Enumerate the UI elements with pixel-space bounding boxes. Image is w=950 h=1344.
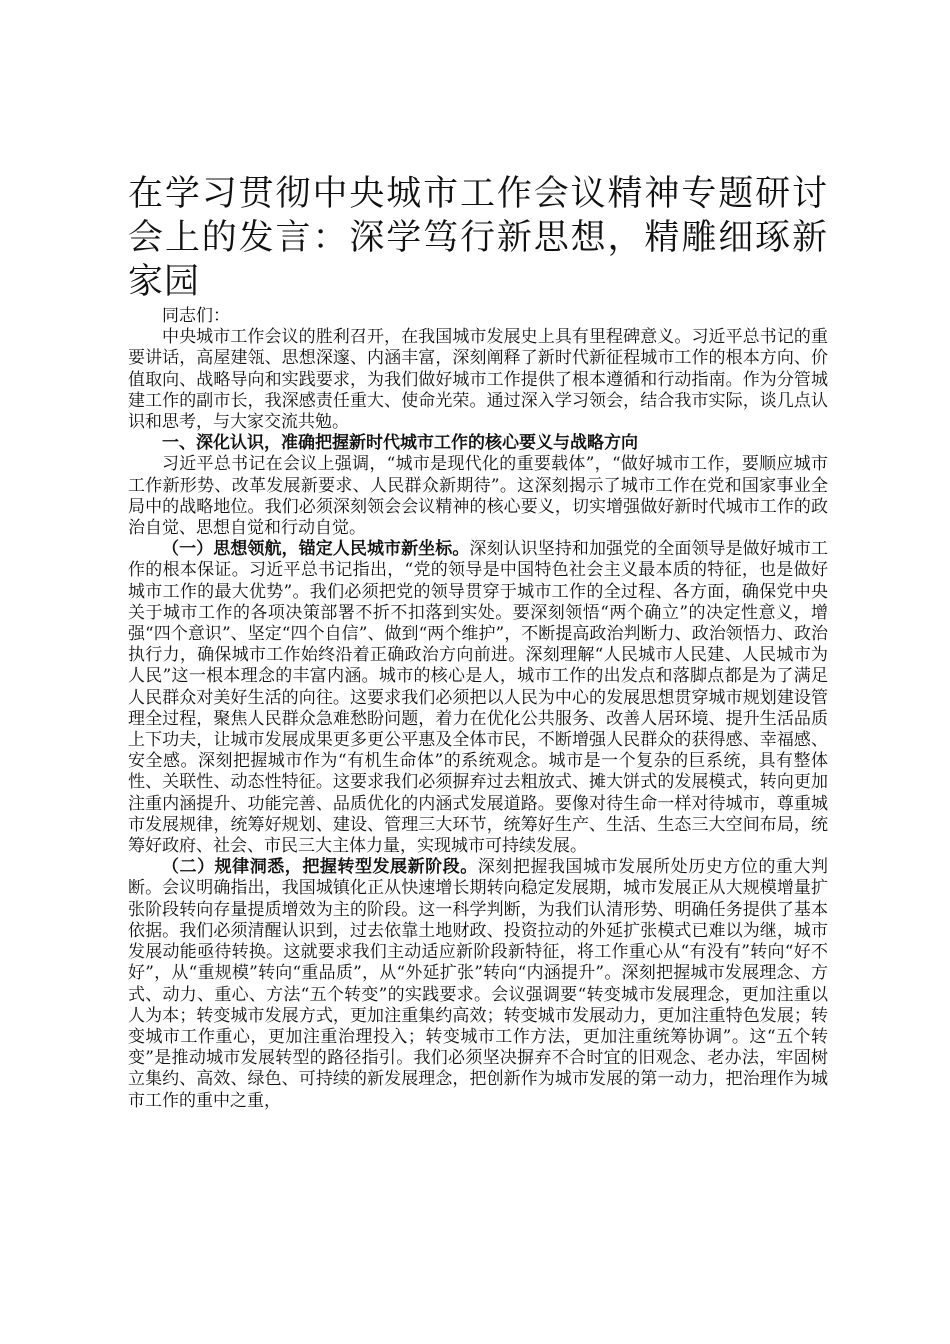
subsection-1-paragraph (128, 539, 828, 857)
salutation: 同志们： (162, 306, 230, 326)
subsection-2-paragraph (128, 857, 828, 1111)
document-title: 在学习贯彻中央城市工作会议精神专题研讨会上的发言：深学笃行新思想，精雕细琢新家园 (128, 174, 828, 302)
subsection-1-text: 深刻认识坚持和加强党的全面领导是做好城市工作的根本保证。习近平总书记指出，“党的领导是中国特色社会主义最本质的特征，也是做好城市工作的最大优势”。我们必须把党的领导贯穿于城市工作的全过程、各方面，确保党中央关于城市工作的各项决策部署不折不扣落到实处。要深刻领悟“两个确立”的决定性意义，增强“四个意识”、坚定“四个自信”、做到“两个维护”，不断提高政治判断力、政治领悟力、政治执行力，确保城市工作始终沿着正确政治方向前进。深刻理解“人民城市人民建、人民城市为人民”这一根本理念的丰富内涵。城市的核心是人，城市工作的出发点和落脚点都是为了满足人民群众对美好生活的向往。这要求我们必须把以人民为中心的发展思想贯穿城市规划建设管理全过程，聚焦人民群众急难愁盼问题，着力在优化公共服务、改善人居环境、提升生活品质上下功夫，让城市发展成果更多更公平惠及全体市民，不断增强人民群众的获得感、幸福感、安全感。深刻把握城市作为“有机生命体”的系统观念。城市是一个复杂的巨系统，具有整体性、关联性、动态性特征。这要求我们必须摒弃过去粗放式、摊大饼式的发展模式，转向更加注重内涵提升、功能完善、品质优化的内涵式发展道路。要像对待生命一样对待城市，尊重城市发展规律，统筹好规划、建设、管理三大环节，统筹好生产、生活、生态三大空间布局，统筹好政府、社会、市民三大主体力量，实现城市可持续发展。 (128, 539, 829, 857)
section-1-heading: 一、深化认识，准确把握新时代城市工作的核心要义与战略方向 (162, 433, 638, 454)
subsection-1-lead: （一）思想领航，锚定人民城市新坐标。 (162, 539, 470, 560)
section-1-paragraph: 习近平总书记在会议上强调，“城市是现代化的重要载体”，“做好城市工作，要顺应城市工作新形势、改革发展新要求、人民群众新期待”。这深刻揭示了城市工作在党和国家事业全局中的战略地位。我们必须深刻领会会议精神的核心要义，切实增强做好新时代城市工作的政治自觉、思想自觉和行动自觉。 (128, 454, 828, 539)
document-page (128, 172, 828, 1112)
intro-paragraph: 中央城市工作会议的胜利召开，在我国城市发展史上具有里程碑意义。习近平总书记的重要讲话，高屋建瓴、思想深邃、内涵丰富，深刻阐释了新时代新征程城市工作的根本方向、价值取向、战略导向和实践要求，为我们做好城市工作提供了根本遵循和行动指南。作为分管城建工作的副市长，我深感责任重大、使命光荣。通过深入学习领会，结合我市实际，谈几点认识和思考，与大家交流共勉。 (128, 327, 828, 433)
subsection-2-lead: （二）规律洞悉，把握转型发展新阶段。 (162, 857, 478, 878)
subsection-2-text: 深刻把握我国城市发展所处历史方位的重大判断。会议明确指出，我国城镇化正从快速增长期转向稳定发展期，城市发展正从大规模增量扩张阶段转向存量提质增效为主的阶段。这一科学判断，为我们认清形势、明确任务提供了基本依据。我们必须清醒认识到，过去依靠土地财政、投资拉动的外延扩张模式已难以为继，城市发展动能亟待转换。这就要求我们主动适应新阶段新特征，将工作重心从“有没有”转向“好不好”，从“重规模”转向“重品质”，从“外延扩张”转向“内涵提升”。深刻把握城市发展理念、方式、动力、重心、方法“五个转变”的实践要求。会议强调要“转变城市发展理念，更加注重以人为本；转变城市发展方式，更加注重集约高效；转变城市发展动力，更加注重特色发展；转变城市工作重心，更加注重治理投入；转变城市工作方法，更加注重统筹协调”。这“五个转变”是推动城市发展转型的路径指引。我们必须坚决摒弃不合时宜的旧观念、老办法，牢固树立集约、高效、绿色、可持续的新发展理念，把创新作为城市发展的第一动力，把治理作为城市工作的重中之重， (128, 857, 829, 1111)
